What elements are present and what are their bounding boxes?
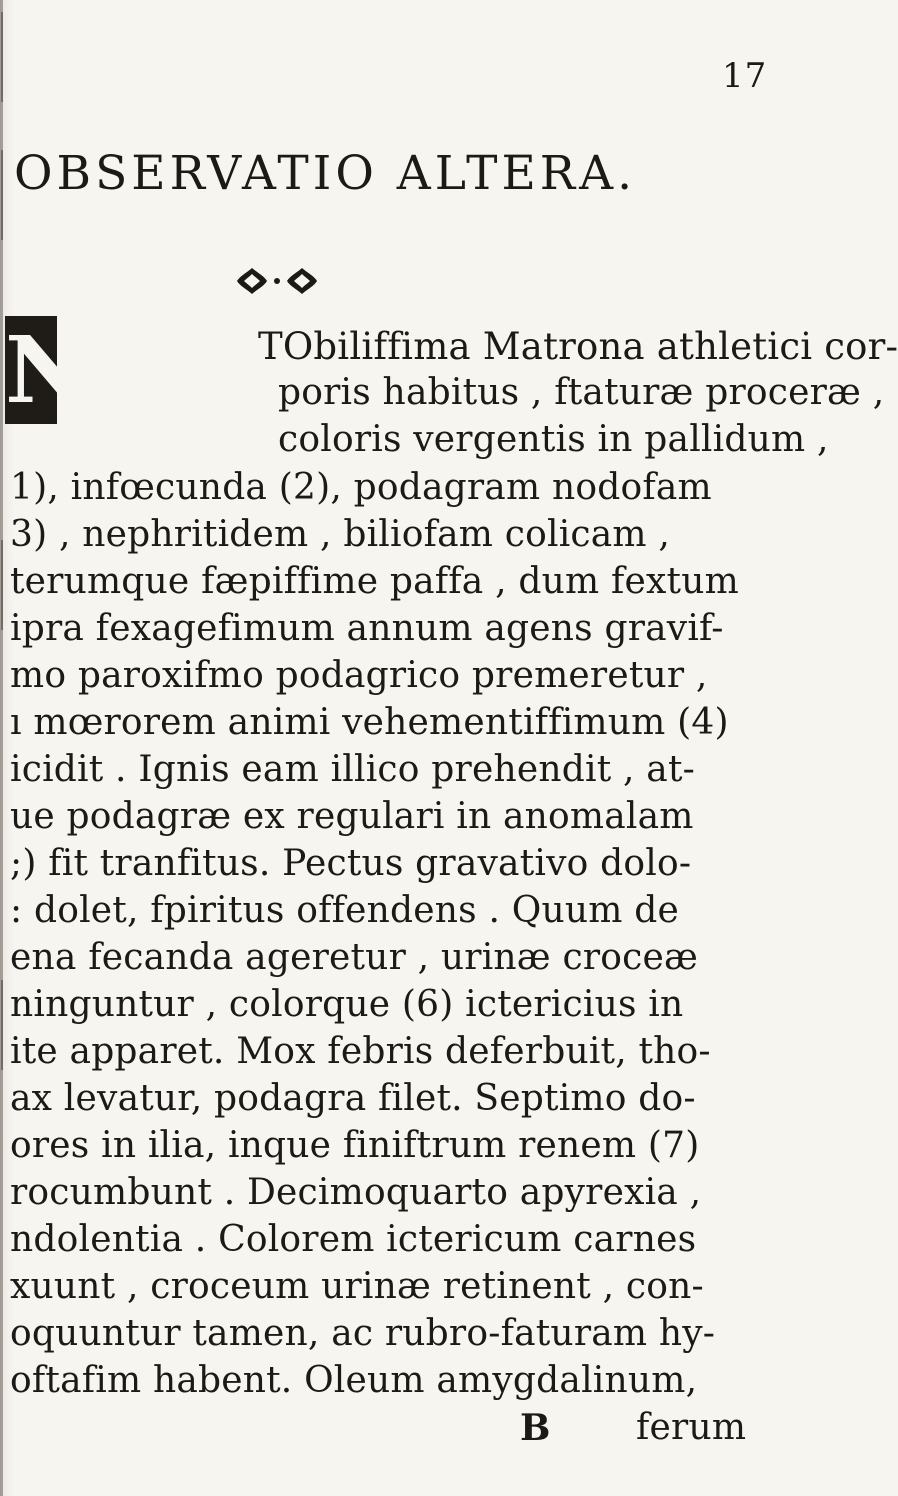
text-line: xuunt , croceum urinæ retinent , con-	[10, 1266, 704, 1307]
text-line: ı mœrorem animi vehementiffimum (4)	[10, 702, 729, 743]
text-line: ue podagræ ex regulari in anomalam	[10, 796, 694, 837]
text-line: mo paroxifmo podagrico premeretur ,	[10, 655, 708, 696]
text-line: rocumbunt . Decimoquarto apyrexia ,	[10, 1172, 702, 1213]
signature-mark: B	[520, 1407, 551, 1449]
drop-cap: N	[5, 316, 90, 424]
page-edge-mark	[1, 150, 3, 240]
text-line: ninguntur , colorque (6) ictericius in	[10, 984, 684, 1025]
section-title: OBSERVATIO ALTERA.	[14, 146, 637, 201]
text-line: TObiliffima Matrona athletici cor-	[258, 325, 898, 368]
text-line: ena fecanda ageretur , urinæ croceæ	[10, 937, 699, 978]
text-line: terumque fæpiffime paffa , dum fextum	[10, 561, 739, 602]
text-line: coloris vergentis in pallidum ,	[278, 419, 829, 460]
text-line: ndolentia . Colorem ictericum carnes	[10, 1219, 697, 1260]
text-line: icidit . Ignis eam illico prehendit , at-	[10, 749, 695, 790]
text-line: 1), infœcunda (2), podagram nodofam	[10, 467, 712, 508]
text-line: oquuntur tamen, ac rubro-faturam hy-	[10, 1313, 716, 1354]
ornament-icon	[232, 264, 322, 298]
text-line: oftafim habent. Oleum amygdalinum,	[10, 1360, 698, 1401]
text-line: ;) fit tranfitus. Pectus gravativo dolo-	[10, 843, 692, 884]
text-line: ipra fexagefimum annum agens gravif-	[10, 608, 724, 649]
text-line: ite apparet. Mox febris deferbuit, tho-	[10, 1031, 711, 1072]
page-edge-mark	[1, 980, 3, 1070]
page-number: 17	[722, 56, 768, 96]
text-line: poris habitus , ftaturæ proceræ ,	[278, 372, 885, 413]
text-line: 3) , nephritidem , biliofam colicam ,	[10, 514, 671, 555]
text-line: : dolet, fpiritus offendens . Quum de	[10, 890, 680, 931]
text-line: ax levatur, podagra filet. Septimo do-	[10, 1078, 696, 1119]
page-edge-mark	[1, 540, 3, 630]
text-line: ores in ilia, inque finiftrum renem (7)	[10, 1125, 700, 1166]
catchword: ferum	[636, 1407, 747, 1448]
page-edge-mark	[1, 12, 3, 102]
